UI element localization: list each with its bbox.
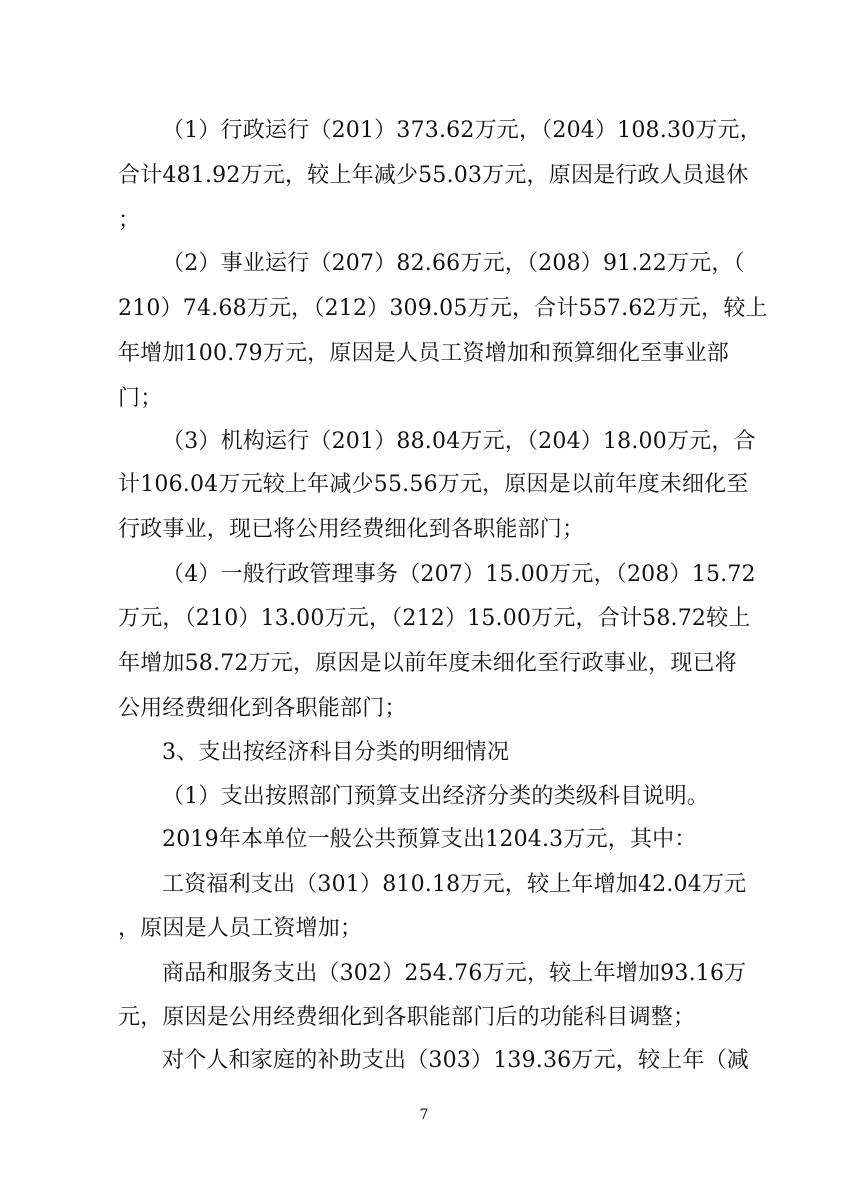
section-heading: 3、支出按经济科目分类的明细情况 xyxy=(162,740,510,765)
text-line: （2）事业运行（207）82.66万元，（208）91.22万元，（ xyxy=(162,251,745,276)
text-line: 元，原因是公用经费细化到各职能部门后的功能科目调整； xyxy=(118,1005,696,1030)
text-line: ； xyxy=(118,208,141,233)
text-line: （4）一般行政管理事务（207）15.00万元，（208）15.72 xyxy=(162,562,756,587)
text-line: 合计481.92万元，较上年减少55.03万元，原因是行政人员退休 xyxy=(118,163,749,188)
text-line: 商品和服务支出（302）254.76万元，较上年增加93.16万 xyxy=(162,961,747,986)
text-line: 对个人和家庭的补助支出（303）139.36万元，较上年（减 xyxy=(162,1048,749,1073)
text-line: 210）74.68万元，（212）309.05万元，合计557.62万元，较上 xyxy=(118,296,768,321)
text-line: 年增加58.72万元，原因是以前年度未细化至行政事业，现已将 xyxy=(118,651,737,676)
page-number: 7 xyxy=(419,1107,429,1123)
text-line: 行政事业，现已将公用经费细化到各职能部门； xyxy=(118,517,585,542)
text-line: 万元，（210）13.00万元，（212）15.00万元，合计58.72较上 xyxy=(118,606,751,631)
text-line: （1）行政运行（201）373.62万元，（204）108.30万元， xyxy=(162,118,762,143)
text-line: 计106.04万元较上年减少55.56万元，原因是以前年度未细化至 xyxy=(118,472,749,497)
text-line: （3）机构运行（201）88.04万元，（204）18.00万元，合 xyxy=(162,429,756,454)
text-line: 2019年本单位一般公共预算支出1204.3万元，其中： xyxy=(162,827,697,852)
text-line: 门； xyxy=(118,386,163,411)
text-line: ，原因是人员工资增加； xyxy=(118,916,363,941)
text-line: 年增加100.79万元，原因是人员工资增加和预算细化至事业部 xyxy=(118,341,729,366)
text-line: （1）支出按照部门预算支出经济分类的类级科目说明。 xyxy=(162,784,709,809)
text-line: 公用经费细化到各职能部门； xyxy=(118,696,407,721)
text-line: 工资福利支出（301）810.18万元，较上年增加42.04万元 xyxy=(162,872,747,897)
